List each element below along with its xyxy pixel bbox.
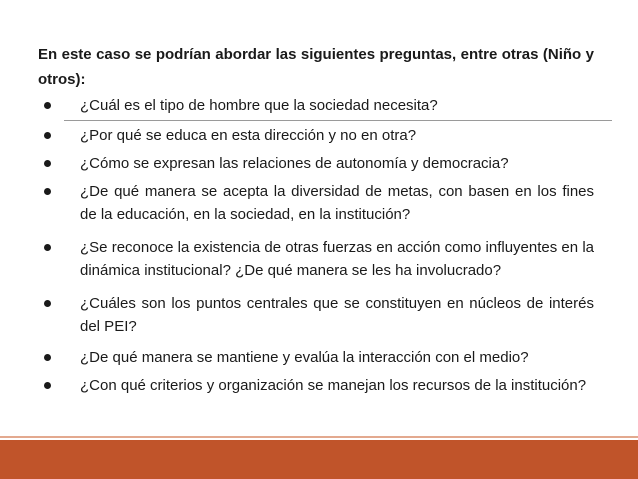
bullet-icon (44, 300, 51, 307)
question-text: ¿De qué manera se mantiene y evalúa la interacción con el medio? (80, 349, 529, 366)
bullet-icon (44, 160, 51, 167)
bullet-icon (44, 188, 51, 195)
list-item (44, 236, 594, 282)
footer-bar (0, 440, 638, 479)
question-text: ¿Con qué criterios y organización se manejan los recursos de la institución? (80, 377, 587, 394)
list-item (44, 346, 594, 369)
question-text: ¿Cómo se expresan las relaciones de autonomía y democracia? (80, 155, 509, 172)
footer-accent-line (0, 436, 638, 438)
question-text: ¿De qué manera se acepta la diversidad de metas, con basen en los fines de la educación, en la sociedad, en la institución? (80, 183, 594, 223)
divider-line (64, 120, 612, 121)
bullet-icon (44, 354, 51, 361)
bullet-icon (44, 244, 51, 251)
bullet-icon (44, 132, 51, 139)
question-text: ¿Por qué se educa en esta dirección y no en otra? (80, 127, 417, 144)
list-item (44, 124, 594, 147)
intro-paragraph: En este caso se podrían abordar las siguientes preguntas, entre otras (Niño y otros): (38, 46, 594, 88)
question-text: ¿Cuáles son los puntos centrales que se constituyen en núcleos de interés del PEI? (80, 295, 594, 335)
list-item (44, 152, 594, 175)
list-item (44, 94, 594, 117)
question-text: ¿Cuál es el tipo de hombre que la sociedad necesita? (80, 97, 438, 114)
question-text: ¿Se reconoce la existencia de otras fuerzas en acción como influyentes en la dinámica institucional? ¿De qué manera se les ha involucrado? (80, 239, 594, 279)
list-item (44, 180, 594, 226)
bullet-icon (44, 382, 51, 389)
list-item (44, 374, 594, 397)
bullet-icon (44, 102, 51, 109)
list-item (44, 292, 594, 338)
